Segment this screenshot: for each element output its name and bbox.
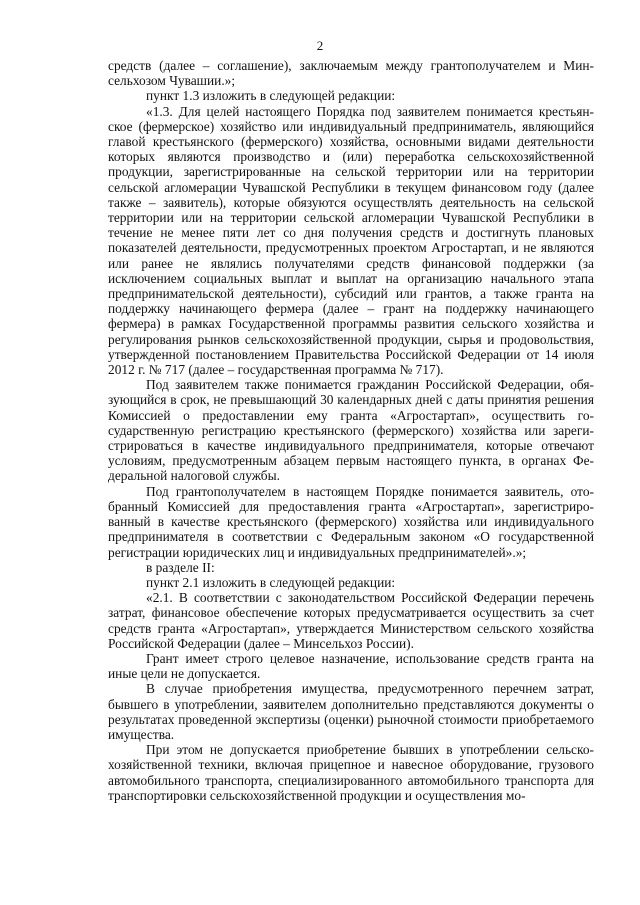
paragraph-continuation: средств (далее – соглашение), заключаемым между грантополучателем и Минсельхозом Чувашии.»; xyxy=(108,58,594,89)
paragraph-applicant-citizen: Под заявителем также понимается гражданин Российской Федерации, обязующийся в срок, не превышающий 30 календарных дней с даты принятия решения Комиссией о предоставлении ему гранта «Агростартап», осуществить государственную регистрацию крестьянского (фермерского) хозяйства или зарегистрироваться в качестве индивидуального предпринимателя, которые отвечают условиям, предусмотренным абзацем первым настоящего пункта, в органах Федеральной налоговой службы. xyxy=(108,377,594,484)
paragraph-instruction-2-1: пункт 2.1 изложить в следующей редакции: xyxy=(146,574,396,590)
paragraph-section-ii: в разделе II: xyxy=(146,559,215,575)
paragraph-clause-2-1: «2.1. В соответствии с законодательством Российской Федерации перечень затрат, финансовое обеспечение которых предусматривается осуществить за счет средств гранта «Агростартап», утверждается Министерством сельского хозяйства Российской Федерации (далее – Минсельхоз России). xyxy=(108,590,594,651)
document-body xyxy=(108,58,594,803)
paragraph-clause-1-3: «1.3. Для целей настоящего Порядка под заявителем понимается крестьянское (фермерское) хозяйство или индивидуальный предприниматель, являющийся главой крестьянского (фермерского) хозяйства, основными видами деятельности которых являются производство и (или) переработка сельскохозяйственной продукции, зарегистрированные на сельской территории или на территории сельской агломерации Чувашской Республики в текущем финансовом году (далее также – заявитель), которые обязуются осуществлять деятельность на сельской территории или на территории сельской агломерации Чувашской Республики в течение не менее пяти лет со дня получения средств и достигнуть плановых показателей деятельности, предусмотренных проектом Агростартап, и не являются или ранее не являлись получателями средств финансовой поддержки (за исключением социальных выплат и выплат на организацию начального этапа предпринимательской деятельности), субсидий или грантов, а также гранта на поддержку начинающего фермера (далее – грант на поддержку начинающего фермера) в рамках Государственной программы развития сельского хозяйства и регулирования рынков сельскохозяйственной продукции, сырья и продовольствия, утвержденной постановлением Правительства Российской Федерации от 14 июля 2012 г. № 717 (далее – государственная программа № 717). xyxy=(108,103,594,378)
paragraph-used-property: В случае приобретения имущества, предусмотренного перечнем затрат, бывшего в употреблении, заявителем дополнительно представляются документы о результатах проведенной экспертизы (оценки) рыночной стоимости приобретаемого имущества. xyxy=(108,681,594,742)
paragraph-instruction-1-3: пункт 1.3 изложить в следующей редакции: xyxy=(146,88,396,104)
paragraph-restrictions: При этом не допускается приобретение бывших в употреблении сельскохозяйственной техники, включая прицепное и навесное оборудование, грузового автомобильного транспорта, специализированного автомобильного транспорта для транспортировки сельскохозяйственной продукции и осуществления мо- xyxy=(108,742,594,803)
page-number: 2 xyxy=(316,38,324,53)
paragraph-grant-purpose: Грант имеет строго целевое назначение, использование средств гранта на иные цели не допускается. xyxy=(108,650,594,682)
paragraph-grant-recipient: Под грантополучателем в настоящем Порядке понимается заявитель, отобранный Комиссией для предоставления гранта «Агростартап», зарегистрированный в качестве крестьянского (фермерского) хозяйства или индивидуального предпринимателя в соответствии с Федеральным законом «О государственной регистрации юридических лиц и индивидуальных предпринимателей».»; xyxy=(108,483,594,560)
